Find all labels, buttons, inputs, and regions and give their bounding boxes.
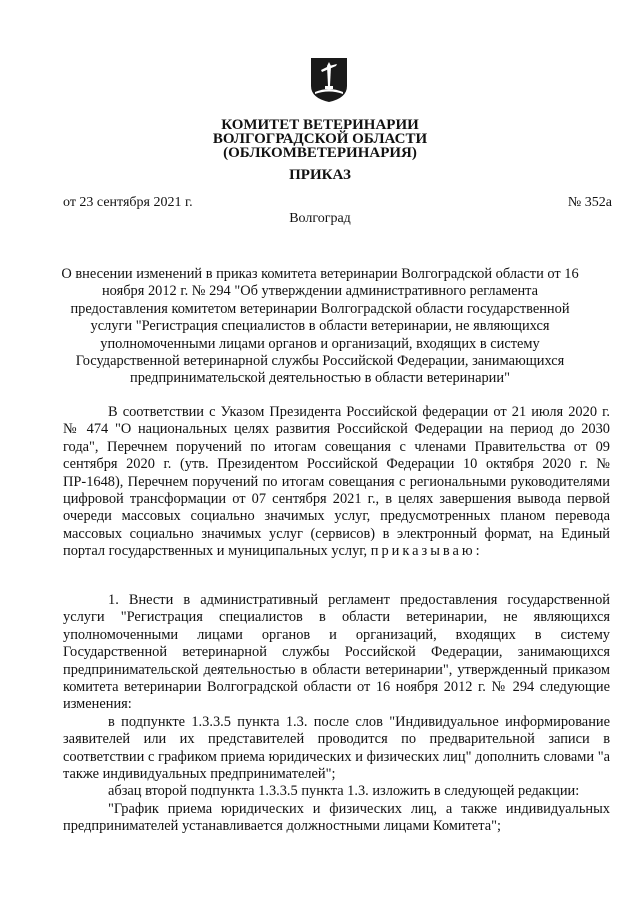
organization-name-line3: (ОБЛКОМВЕТЕРИНАРИЯ) (223, 145, 417, 161)
order-item-1 (63, 592, 610, 836)
order-word: приказываю: (370, 543, 483, 560)
preamble-paragraph (63, 404, 610, 561)
document-type: ПРИКАЗ (289, 167, 351, 183)
organization-name-line2: ВОЛГОГРАДСКОЙ ОБЛАСТИ (212, 131, 428, 147)
sub-item-2-text: "График приема юридических и физических лиц, а также индивидуальных предпринимателей устанавливается должностными лицами Комитета"; (63, 800, 610, 835)
sub-item-2-intro: абзац второй подпункта 1.3.3.5 пункта 1.3. изложить в следующей редакции: (108, 783, 580, 800)
preamble-text: В соответствии с Указом Президента Российской федерации от 21 июля 2020 г. № 474 "О национальных целях развития Российской Федерации на период до 2030 года", Перечнем поручений по итогам совещания с членами Правительства от 09 сентября 2020 г. (утв. Президентом Российской Федерации 10 октября 2020 г. № ПР-1648), Перечнем поручений по итогам совещания с региональными руководителями цифровой трансформации от 07 сентября 2021 г., в целях завершения вывода первой очереди массовых социально значимых услуг, предусмотренных планом перевода массовых социально значимых услуг (сервисов) в электронный формат, на Единый портал государственных и муниципальных услуг, (63, 404, 610, 560)
coat-of-arms-icon (309, 56, 349, 104)
document-title: О внесении изменений в приказ комитета ветеринарии Волгоградской области от 16 ноября 2012 г. № 294 "Об утверждении административного регламента предоставления комитетом ветеринарии Волгоградской области государственной услуги "Регистрация специалистов в области ветеринарии, не являющихся уполномоченными лицами органов и организаций, входящих в систему Государственной ветеринарной службы Российской Федерации, занимающихся предпринимательской деятельностью в области ветеринарии" (61, 266, 579, 387)
item-1-text: 1. Внести в административный регламент предоставления государственной услуги "Регистрация специалистов в области ветеринарии, не являющихся уполномоченными лицами органов и организаций, входящих в систему Государственной ветеринарной службы Российской Федерации, занимающихся предпринимательской деятельностью в области ветеринарии", утвержденный приказом комитета ветеринарии Волгоградской области от 16 ноября 2012 г. № 294 следующие изменения: (63, 592, 610, 713)
document-city: Волгоград (289, 211, 351, 226)
organization-name-line1: КОМИТЕТ ВЕТЕРИНАРИИ (221, 117, 419, 133)
sub-item-1: в подпункте 1.3.3.5 пункта 1.3. после слов "Индивидуальное информирование заявителей или их представителей проводится по предварительной записи в соответствии с графиком приема юридических и физических лиц" дополнить словами "а также индивидуальных предпринимателей"; (63, 713, 610, 783)
document-date: от 23 сентября 2021 г. (63, 195, 193, 210)
document-number: № 352а (567, 195, 612, 210)
